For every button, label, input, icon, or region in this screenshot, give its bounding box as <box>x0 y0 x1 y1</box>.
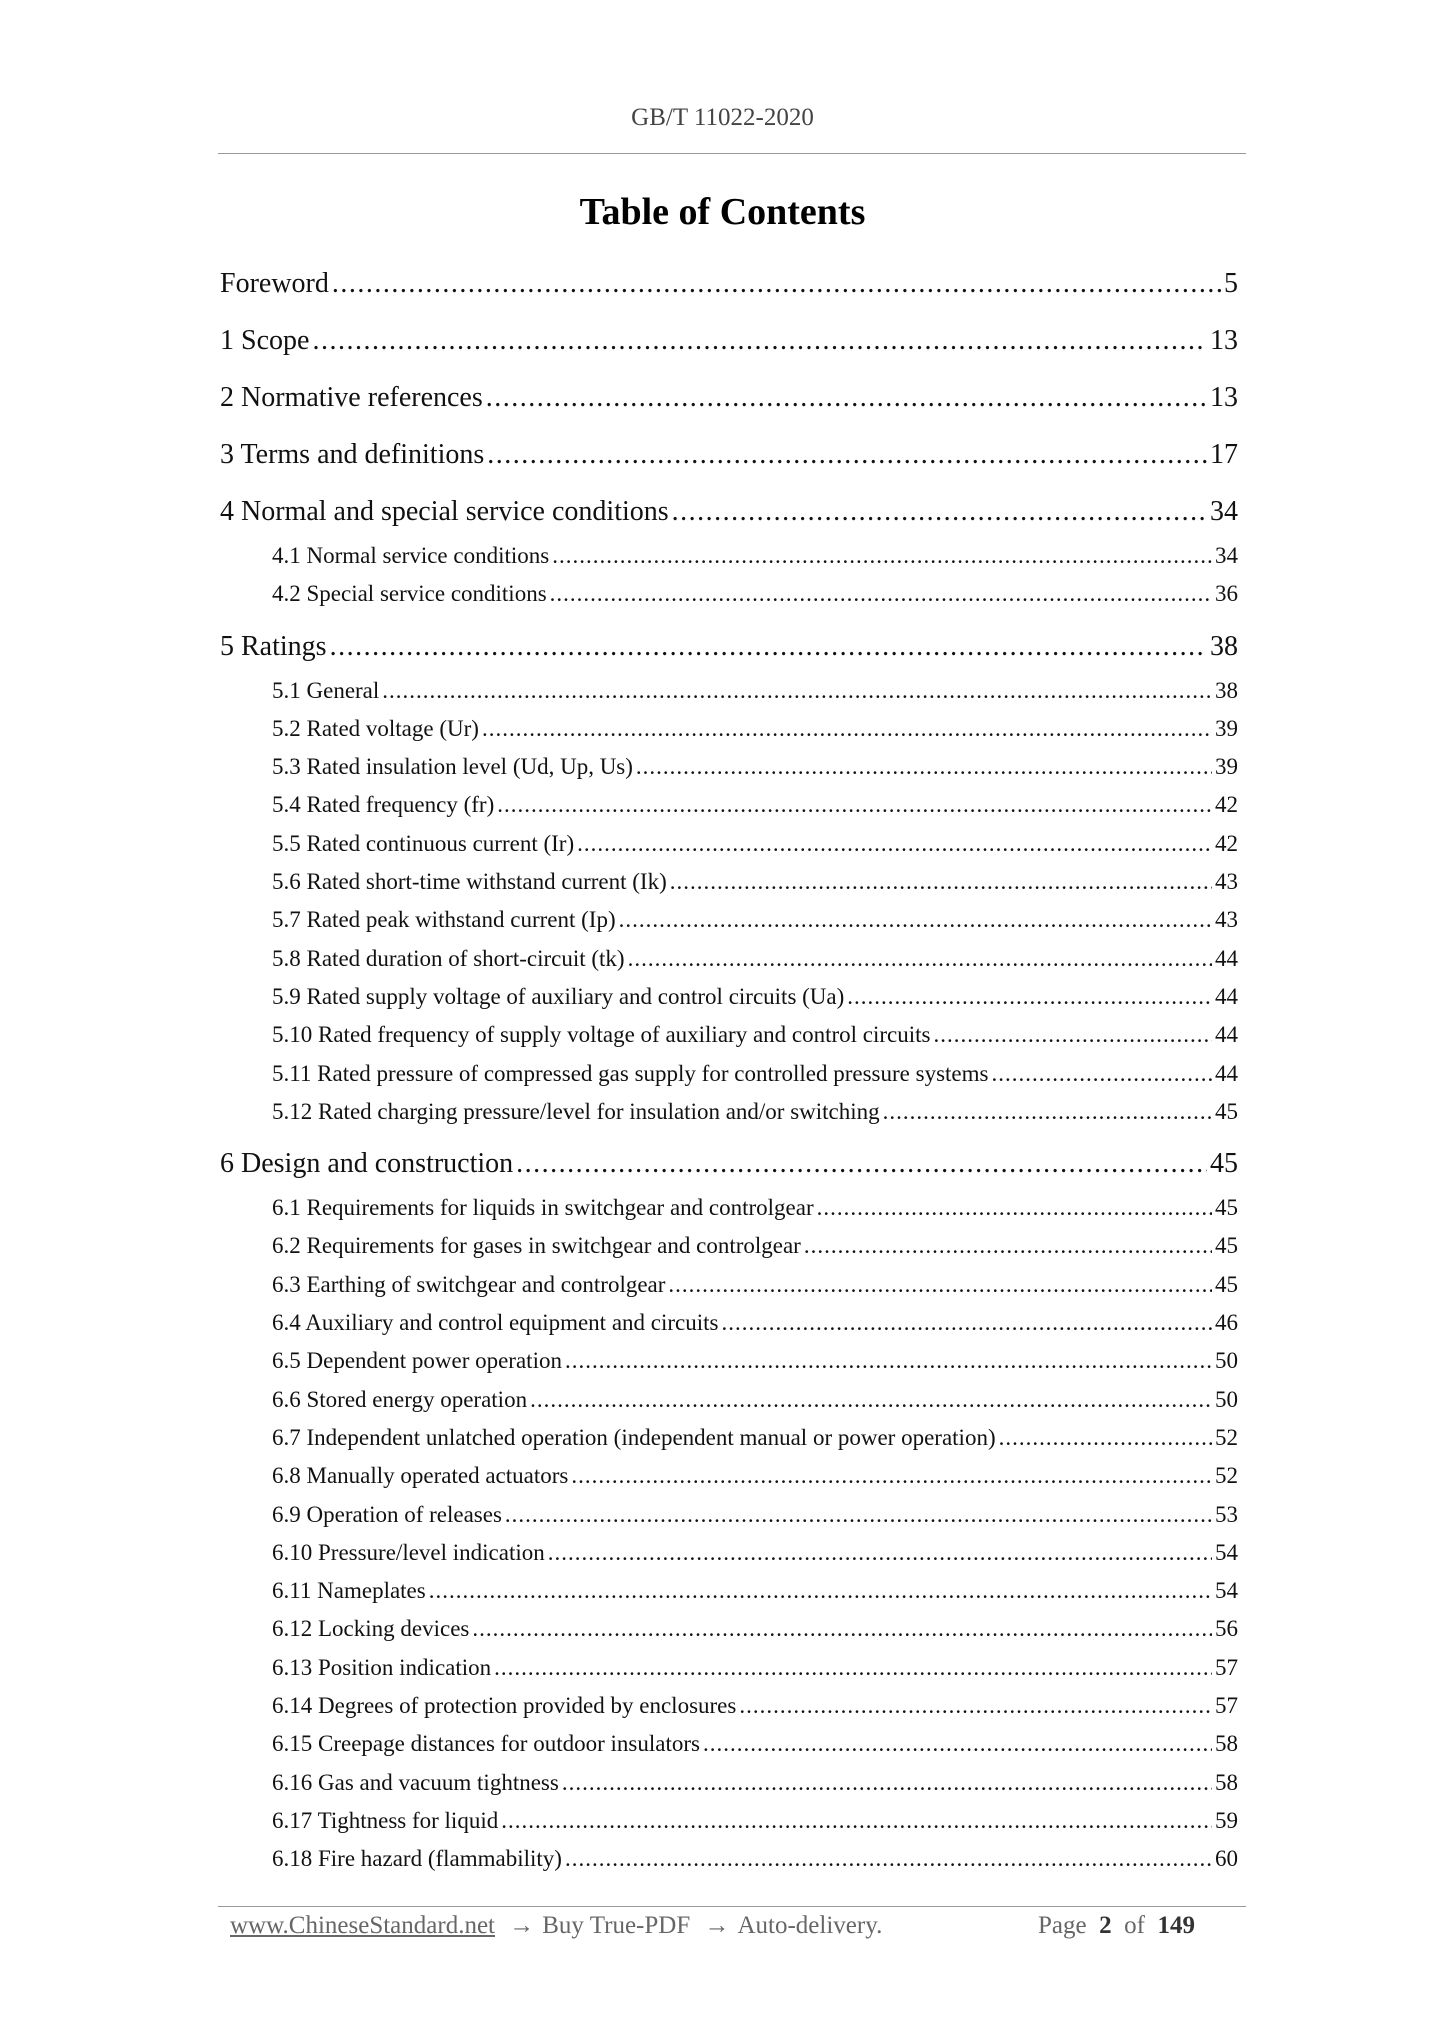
toc-entry-subsection[interactable] <box>220 1266 1238 1304</box>
toc-page-number: 36 <box>1215 581 1238 607</box>
toc-entry-title: Foreword <box>220 268 329 299</box>
page-footer <box>230 1912 1230 1940</box>
toc-entry-title: 6.7 Independent unlatched operation (independent manual or power operation) <box>272 1424 996 1450</box>
toc-entry-title: 6.11 Nameplates <box>272 1578 426 1604</box>
toc-page-number: 57 <box>1215 1693 1238 1719</box>
toc-entry-title: 6.1 Requirements for liquids in switchgear and controlgear <box>272 1195 814 1221</box>
toc-page-number: 45 <box>1215 1271 1238 1297</box>
toc-page-number: 54 <box>1215 1578 1238 1604</box>
toc-entry-section[interactable] <box>220 376 1238 433</box>
page-label: Page <box>1038 1912 1087 1939</box>
toc-entry-title: 2 Normative references <box>220 382 483 413</box>
toc-dot-leader <box>497 786 1212 824</box>
toc-entry-subsection[interactable] <box>220 1610 1238 1648</box>
toc-entry-title: 5.1 General <box>272 677 380 703</box>
page-indicator <box>1038 1912 1195 1940</box>
toc-entry-subsection[interactable] <box>220 1093 1238 1131</box>
toc-page-number: 58 <box>1215 1769 1238 1795</box>
footer-divider <box>218 1906 1246 1907</box>
toc-entry-title: 6.16 Gas and vacuum tightness <box>272 1769 559 1795</box>
toc-dot-leader <box>804 1227 1212 1265</box>
toc-entry-subsection[interactable] <box>220 1304 1238 1342</box>
toc-page-number: 42 <box>1215 830 1238 856</box>
toc-entry-title: 6.15 Creepage distances for outdoor insulators <box>272 1731 700 1757</box>
toc-entry-subsection[interactable] <box>220 901 1238 939</box>
toc-dot-leader <box>482 710 1212 748</box>
page-title: Table of Contents <box>579 191 866 233</box>
toc-page-number: 45 <box>1215 1195 1238 1221</box>
toc-dot-leader <box>565 1342 1212 1380</box>
toc-entry-subsection[interactable] <box>220 1419 1238 1457</box>
toc-entry-subsection[interactable] <box>220 1534 1238 1572</box>
toc-page-number: 45 <box>1215 1098 1238 1124</box>
toc-entry-title: 6 Design and construction <box>220 1148 514 1180</box>
toc-page-number: 52 <box>1215 1424 1238 1450</box>
toc-entry-subsection[interactable] <box>220 786 1238 824</box>
toc-entry-title: 5.10 Rated frequency of supply voltage of auxiliary and control circuits <box>272 1022 931 1048</box>
toc-page-number: 39 <box>1215 754 1238 780</box>
toc-entry-subsection[interactable] <box>220 1649 1238 1687</box>
toc-entry-title: 5.2 Rated voltage (Ur) <box>272 715 479 741</box>
toc-entry-subsection[interactable] <box>220 1687 1238 1725</box>
toc-dot-leader <box>505 1496 1212 1534</box>
toc-page-number: 50 <box>1215 1386 1238 1412</box>
toc-entry-title: 6.3 Earthing of switchgear and controlgear <box>272 1271 666 1297</box>
toc-entry-subsection[interactable] <box>220 1227 1238 1265</box>
toc-page-number: 46 <box>1215 1310 1238 1336</box>
toc-dot-leader <box>721 1304 1212 1342</box>
toc-dot-leader <box>429 1572 1212 1610</box>
toc-page-number: 39 <box>1215 715 1238 741</box>
toc-entry-title: 3 Terms and definitions <box>220 439 485 470</box>
toc-dot-leader <box>847 978 1212 1016</box>
toc-entry-subsection[interactable] <box>220 940 1238 978</box>
toc-entry-title: 5.8 Rated duration of short-circuit (tk) <box>272 945 625 971</box>
toc-entry-title: 4.2 Special service conditions <box>272 581 547 607</box>
toc-entry-title: 1 Scope <box>220 325 310 356</box>
toc-page-number: 34 <box>1215 543 1238 568</box>
toc-entry-section[interactable] <box>220 433 1238 490</box>
toc-entry-title: 4 Normal and special service conditions <box>220 496 669 527</box>
toc-page-number: 38 <box>1215 677 1238 703</box>
toc-dot-leader <box>312 319 1207 363</box>
toc-dot-leader <box>530 1381 1212 1419</box>
toc-page-number: 45 <box>1210 1148 1238 1180</box>
toc-page-number: 43 <box>1215 869 1238 895</box>
toc-page-number: 38 <box>1210 630 1238 662</box>
toc-dot-leader <box>330 625 1207 669</box>
toc-entry-section[interactable] <box>220 262 1238 319</box>
toc-dot-leader <box>550 575 1212 613</box>
toc-dot-leader <box>817 1189 1212 1227</box>
toc-entry-subsection[interactable] <box>220 1189 1238 1227</box>
toc-dot-leader <box>494 1649 1212 1687</box>
toc-page-number: 34 <box>1210 496 1238 527</box>
toc-entry-title: 6.14 Degrees of protection provided by enclosures <box>272 1693 737 1719</box>
toc-entry-subsection[interactable] <box>220 863 1238 901</box>
toc-dot-leader <box>487 433 1207 477</box>
toc-dot-leader <box>739 1687 1212 1725</box>
toc-entry-subsection[interactable] <box>220 1725 1238 1763</box>
total-page-count: 149 <box>1157 1912 1195 1939</box>
toc-dot-leader <box>571 1457 1212 1495</box>
toc-page-number: 44 <box>1215 983 1238 1009</box>
toc-entry-title: 6.2 Requirements for gases in switchgear and controlgear <box>272 1233 801 1259</box>
toc-entry-subsection[interactable] <box>220 748 1238 786</box>
toc-page-number: 44 <box>1215 1022 1238 1048</box>
toc-entry-title: 6.9 Operation of releases <box>272 1501 502 1527</box>
toc-entry-subsection[interactable] <box>220 672 1238 710</box>
toc-page-number: 57 <box>1215 1654 1238 1680</box>
toc-dot-leader <box>472 1610 1212 1648</box>
toc-entry-title: 5.12 Rated charging pressure/level for insulation and/or switching <box>272 1098 880 1124</box>
toc-dot-leader <box>668 1266 1212 1304</box>
toc-entry-title: 6.4 Auxiliary and control equipment and circuits <box>272 1310 719 1336</box>
toc-dot-leader <box>991 1055 1212 1093</box>
toc-dot-leader <box>486 376 1207 420</box>
toc-entry-title: 6.13 Position indication <box>272 1654 492 1680</box>
toc-page-number: 52 <box>1215 1463 1238 1489</box>
auto-delivery-text: Auto-delivery. <box>737 1912 883 1939</box>
toc-dot-leader <box>516 1142 1207 1186</box>
header-divider <box>218 153 1246 154</box>
toc-entry-title: 6.5 Dependent power operation <box>272 1348 562 1374</box>
toc-entry-title: 6.8 Manually operated actuators <box>272 1463 569 1489</box>
arrow-right-icon: → <box>509 1912 535 1939</box>
toc-entry-subsection[interactable] <box>220 710 1238 748</box>
toc-page-number: 13 <box>1210 325 1238 356</box>
toc-entry-subsection[interactable] <box>220 1381 1238 1419</box>
toc-page-number: 59 <box>1215 1807 1238 1833</box>
toc-page-number: 54 <box>1215 1539 1238 1565</box>
toc-entry-subsection[interactable] <box>220 1840 1238 1878</box>
toc-page-number: 50 <box>1215 1348 1238 1374</box>
toc-entry-title: 5 Ratings <box>220 630 327 662</box>
toc-entry-subsection[interactable] <box>220 1055 1238 1093</box>
toc-entry-title: 5.4 Rated frequency (fr) <box>272 792 495 818</box>
toc-dot-leader <box>636 748 1212 786</box>
current-page-number: 2 <box>1099 1912 1112 1939</box>
toc-entry-section[interactable] <box>220 319 1238 376</box>
toc-entry-subsection[interactable] <box>220 1016 1238 1054</box>
toc-dot-leader <box>332 262 1221 306</box>
toc-dot-leader <box>670 863 1212 901</box>
toc-dot-leader <box>382 672 1212 710</box>
toc-entry-title: 6.12 Locking devices <box>272 1616 470 1642</box>
toc-entry-title: 5.6 Rated short-time withstand current (Ik) <box>272 869 667 895</box>
buy-pdf-text: Buy True-PDF <box>542 1912 691 1939</box>
toc-entry-title: 5.5 Rated continuous current (Ir) <box>272 830 575 856</box>
arrow-right-icon: → <box>704 1912 730 1939</box>
toc-entry-title: 5.3 Rated insulation level (Ud, Up, Us) <box>272 754 633 780</box>
toc-entry-subsection[interactable] <box>220 978 1238 1016</box>
toc-page-number: 45 <box>1215 1233 1238 1259</box>
toc-dot-leader <box>934 1016 1213 1054</box>
toc-entry-subsection[interactable] <box>220 537 1238 575</box>
toc-dot-leader <box>883 1093 1212 1131</box>
toc-entry-title: 4.1 Normal service conditions <box>272 543 550 568</box>
toc-entry-title: 6.10 Pressure/level indication <box>272 1539 545 1565</box>
toc-entry-title: 5.9 Rated supply voltage of auxiliary and control circuits (Ua) <box>272 983 845 1009</box>
toc-dot-leader <box>703 1725 1212 1763</box>
toc-entry-title: 5.7 Rated peak withstand current (Ip) <box>272 907 616 933</box>
toc-page-number: 17 <box>1210 439 1238 470</box>
toc-dot-leader <box>552 537 1212 575</box>
toc-dot-leader <box>548 1534 1212 1572</box>
toc-entry-title: 5.11 Rated pressure of compressed gas supply for controlled pressure systems <box>272 1060 989 1086</box>
toc-entry-title: 6.17 Tightness for liquid <box>272 1807 499 1833</box>
toc-page-number: 13 <box>1210 382 1238 413</box>
toc-dot-leader <box>565 1840 1212 1878</box>
website-link[interactable]: www.ChineseStandard.net <box>230 1912 495 1939</box>
toc-dot-leader <box>672 490 1207 534</box>
toc-entry-title: 6.6 Stored energy operation <box>272 1386 528 1412</box>
toc-entry-subsection[interactable] <box>220 1572 1238 1610</box>
document-header: GB/T 11022-2020 <box>631 104 814 131</box>
toc-entry-subsection[interactable] <box>220 575 1238 613</box>
toc-entry-subsection[interactable] <box>220 1802 1238 1840</box>
toc-dot-leader <box>628 940 1212 978</box>
toc-page-number: 53 <box>1215 1501 1238 1527</box>
toc-page-number: 58 <box>1215 1731 1238 1757</box>
table-of-contents <box>220 262 1238 1890</box>
toc-page-number: 44 <box>1215 1060 1238 1086</box>
toc-dot-leader <box>619 901 1212 939</box>
toc-dot-leader <box>562 1764 1212 1802</box>
toc-entry-subsection[interactable] <box>220 1342 1238 1380</box>
toc-page-number: 56 <box>1215 1616 1238 1642</box>
page-of-label: of <box>1124 1912 1145 1939</box>
toc-page-number: 60 <box>1215 1846 1238 1872</box>
toc-dot-leader <box>577 825 1212 863</box>
toc-page-number: 43 <box>1215 907 1238 933</box>
toc-dot-leader <box>999 1419 1212 1457</box>
toc-entry-subsection[interactable] <box>220 1457 1238 1495</box>
toc-entry-subsection[interactable] <box>220 825 1238 863</box>
toc-page-number: 44 <box>1215 945 1238 971</box>
toc-dot-leader <box>501 1802 1212 1840</box>
toc-page-number: 42 <box>1215 792 1238 818</box>
toc-entry-subsection[interactable] <box>220 1496 1238 1534</box>
toc-entry-subsection[interactable] <box>220 1764 1238 1802</box>
toc-page-number: 5 <box>1224 268 1238 299</box>
toc-entry-title: 6.18 Fire hazard (flammability) <box>272 1846 562 1872</box>
